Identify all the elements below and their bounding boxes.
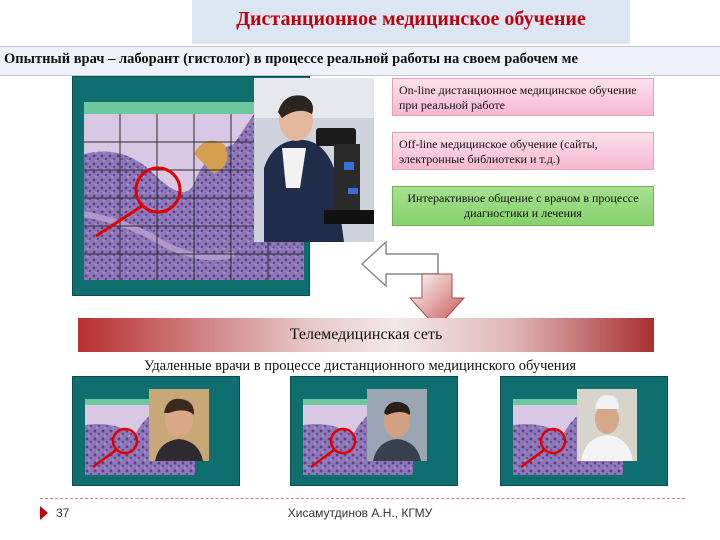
remote-doctors-caption: Удаленные врачи в процессе дистанционного медицинского обучения [143, 358, 576, 374]
footer-divider [40, 498, 685, 499]
online-learning-box: On-line дистанционное медицинское обучение при реальной работе [392, 78, 654, 116]
remote-doctor-screen [72, 376, 240, 486]
subtitle-bar [0, 46, 720, 76]
remote-doctor-screen [500, 376, 668, 486]
page-title: Дистанционное медицинское обучение [236, 8, 586, 30]
page-number: 37 [56, 506, 70, 520]
remote-doctor-photo [577, 389, 637, 461]
footer-author: Хисамутдинов А.Н., КГМУ [287, 506, 433, 520]
network-label: Телемедицинская сеть [289, 326, 443, 343]
remote-doctor-photo [367, 389, 427, 461]
flow-arrows-icon [360, 240, 470, 330]
remote-doctor-screen [290, 376, 458, 486]
subtitle-text: Опытный врач – лаборант (гистолог) в процессе реальной работы на своем рабочем ме [4, 51, 578, 67]
telemedicine-network-bar [78, 318, 654, 352]
doctor-microscope-photo [254, 78, 374, 242]
offline-learning-box: Off-line медицинское обучение (сайты, электронные библиотеки и т.д.) [392, 132, 654, 170]
interactive-learning-box: Интерактивное общение с врачом в процессе диагностики и лечения [392, 186, 654, 226]
remote-doctor-photo [149, 389, 209, 461]
